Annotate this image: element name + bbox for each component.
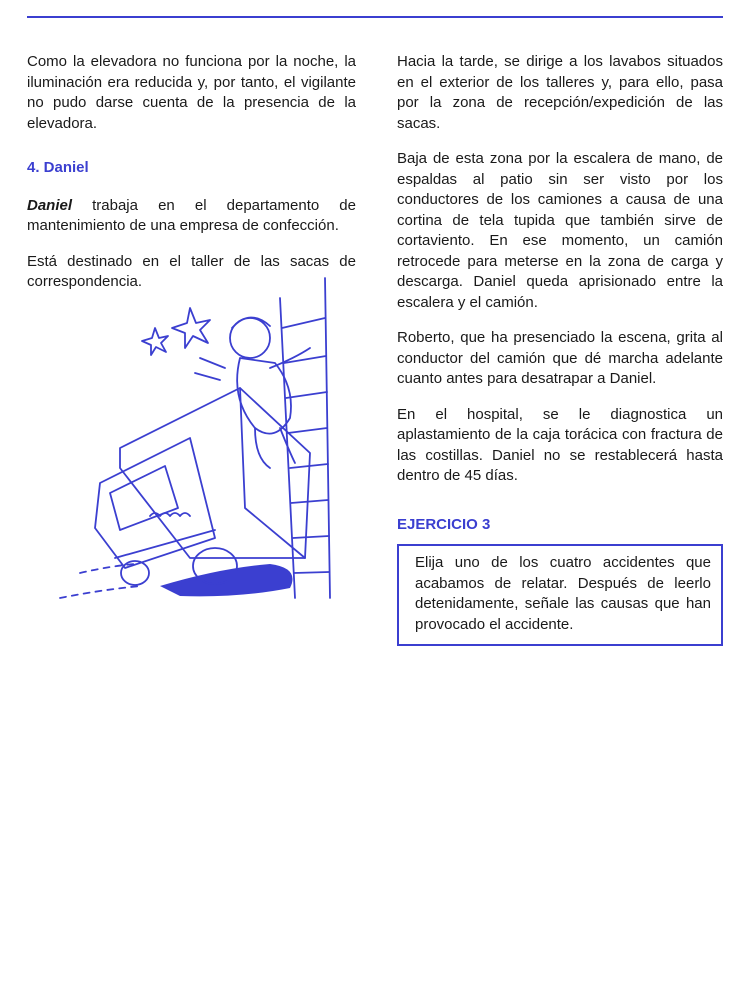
ladder-rung	[294, 572, 329, 573]
paragraph: Baja de esta zona por la escalera de mano, de espaldas al patio sin ser visto por los conductores de los camiones a causa de una cortina de tela tupida que también sirve de cortaviento. En ese momento, un camión retrocede para meterse en la zona de carga y descarga. Daniel queda aprisionado entre la escalera y el camión.	[397, 150, 723, 311]
ladder-rung	[293, 536, 329, 538]
truck-ladder-accident-illustration	[40, 268, 370, 613]
ladder-rung	[288, 428, 327, 433]
person-arm	[270, 348, 310, 368]
ladder-rail	[325, 278, 330, 598]
daniel-paragraph	[27, 196, 356, 237]
ground-line	[80, 564, 135, 573]
section-heading: 4. Daniel	[27, 159, 89, 176]
truck-cargo-edge	[240, 388, 305, 558]
paragraph: En el hospital, se le diagnostica un aplastamiento de la caja torácica con fractura de las costillas. Daniel no se restablecerá hasta dentro de 45 días.	[397, 405, 723, 484]
right-column	[397, 52, 723, 646]
truck-cargo-box	[120, 388, 310, 558]
ground-shadow	[160, 564, 293, 596]
daniel-paragraph-rest: trabaja en el departamento de mantenimiento de una empresa de confección.	[27, 196, 356, 234]
exercise-text: Elija uno de los cuatro accidentes que acabamos de relatar. Después de leerlo detenidamente, señale las causas que han provocado el accidente.	[415, 554, 711, 633]
top-rule	[27, 16, 723, 18]
person-cap	[232, 317, 270, 328]
motion-line	[200, 358, 225, 368]
motion-line	[195, 373, 220, 380]
ground-line	[60, 586, 140, 598]
paragraph: Hacia la tarde, se dirige a los lavabos situados en el exterior de los talleres y, para ello, pasa por la zona de recepción/expedición de las sacas.	[397, 53, 723, 132]
exercise-box	[397, 544, 723, 646]
impact-star	[142, 328, 168, 355]
intro-paragraph: Como la elevadora no funciona por la noche, la iluminación era reducida y, por tanto, el vigilante no pudo darse cuenta de la presencia de la elevadora.	[27, 53, 356, 132]
paragraph: Roberto, que ha presenciado la escena, grita al conductor del camión que dé marcha adelante cuanto antes para desatrapar a Daniel.	[397, 329, 723, 387]
ladder-rung	[286, 392, 327, 398]
impact-star	[172, 308, 210, 348]
workshop-paragraph: Está destinado en el taller de las sacas de correspondencia.	[27, 252, 356, 290]
exercise-heading: EJERCICIO 3	[397, 515, 491, 533]
daniel-name: Daniel	[27, 196, 73, 214]
ladder-rung	[282, 318, 325, 328]
ladder-rung	[291, 500, 328, 503]
